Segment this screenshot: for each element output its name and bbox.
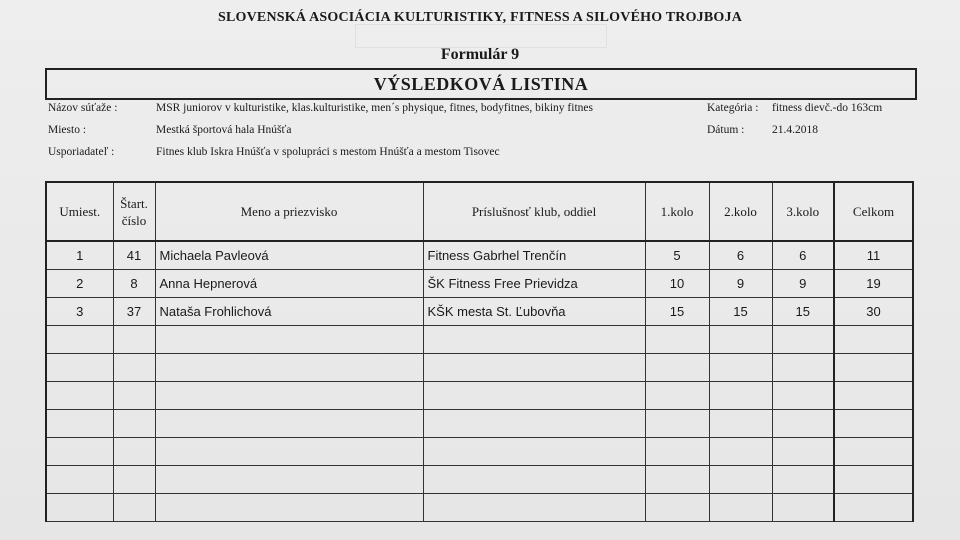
table-row-empty xyxy=(46,410,913,438)
cell-place xyxy=(46,410,113,438)
cell-round-3 xyxy=(772,326,834,354)
cell-place xyxy=(46,438,113,466)
cell-round-2 xyxy=(709,438,772,466)
table-row xyxy=(46,241,913,270)
cell-round-3 xyxy=(772,438,834,466)
competition-label: Názov súťaže : xyxy=(48,102,118,114)
cell-round-3 xyxy=(772,466,834,494)
cell-round-2 xyxy=(709,410,772,438)
cell-start-number xyxy=(113,382,155,410)
cell-round-3 xyxy=(772,410,834,438)
cell-club: ŠK Fitness Free Prievidza xyxy=(423,270,645,298)
cell-round-2: 6 xyxy=(709,241,772,270)
cell-round-3 xyxy=(772,494,834,522)
cell-round-2 xyxy=(709,494,772,522)
cell-round-3 xyxy=(772,354,834,382)
cell-club: KŠK mesta St. Ľubovňa xyxy=(423,298,645,326)
cell-round-1: 5 xyxy=(645,241,709,270)
cell-start-number xyxy=(113,354,155,382)
results-table xyxy=(45,181,914,522)
cell-total xyxy=(834,410,913,438)
cell-name xyxy=(155,326,423,354)
cell-name xyxy=(155,382,423,410)
cell-total xyxy=(834,438,913,466)
cell-total: 11 xyxy=(834,241,913,270)
cell-name: Anna Hepnerová xyxy=(155,270,423,298)
cell-round-2 xyxy=(709,466,772,494)
cell-place xyxy=(46,494,113,522)
cell-round-1 xyxy=(645,438,709,466)
cell-club xyxy=(423,466,645,494)
cell-round-3 xyxy=(772,382,834,410)
cell-total: 19 xyxy=(834,270,913,298)
cell-start-number xyxy=(113,410,155,438)
cell-name xyxy=(155,438,423,466)
cell-round-3: 6 xyxy=(772,241,834,270)
table-row-empty xyxy=(46,354,913,382)
place-label: Miesto : xyxy=(48,124,87,136)
cell-round-1 xyxy=(645,326,709,354)
cell-total xyxy=(834,466,913,494)
cell-round-2: 15 xyxy=(709,298,772,326)
place-value: Mestká športová hala Hnúšťa xyxy=(156,124,292,136)
cell-club xyxy=(423,438,645,466)
cell-round-1 xyxy=(645,354,709,382)
col-header-name: Meno a priezvisko xyxy=(155,182,423,241)
cell-start-number: 41 xyxy=(113,241,155,270)
bleed-through xyxy=(355,24,607,48)
cell-total xyxy=(834,382,913,410)
col-header-start-number: Štart. číslo xyxy=(113,182,155,241)
cell-round-1: 10 xyxy=(645,270,709,298)
organizer-value: Fitnes klub Iskra Hnúšťa v spolupráci s mestom Hnúšťa a mestom Tisovec xyxy=(156,146,500,158)
cell-round-1 xyxy=(645,466,709,494)
cell-name xyxy=(155,410,423,438)
col-header-round-2: 2.kolo xyxy=(709,182,772,241)
table-row-empty xyxy=(46,382,913,410)
cell-start-number: 37 xyxy=(113,298,155,326)
table-row-empty xyxy=(46,438,913,466)
cell-club xyxy=(423,494,645,522)
col-header-round-1: 1.kolo xyxy=(645,182,709,241)
cell-name: Nataša Frohlichová xyxy=(155,298,423,326)
cell-start-number: 8 xyxy=(113,270,155,298)
table-row-empty xyxy=(46,466,913,494)
form-number: Formulár 9 xyxy=(440,46,520,63)
cell-total: 30 xyxy=(834,298,913,326)
cell-start-number xyxy=(113,326,155,354)
organization-name: SLOVENSKÁ ASOCIÁCIA KULTURISTIKY, FITNESS A SILOVÉHO TROJBOJA xyxy=(217,10,743,25)
table-row-empty xyxy=(46,326,913,354)
cell-club: Fitness Gabrhel Trenčín xyxy=(423,241,645,270)
cell-name xyxy=(155,354,423,382)
cell-club xyxy=(423,326,645,354)
table-header-row xyxy=(46,182,913,241)
col-header-total: Celkom xyxy=(834,182,913,241)
organizer-label: Usporiadateľ : xyxy=(48,146,115,158)
cell-total xyxy=(834,494,913,522)
cell-name xyxy=(155,466,423,494)
table-row-empty xyxy=(46,494,913,522)
cell-total xyxy=(834,326,913,354)
cell-place: 3 xyxy=(46,298,113,326)
cell-round-2 xyxy=(709,326,772,354)
cell-round-1 xyxy=(645,494,709,522)
cell-round-3: 15 xyxy=(772,298,834,326)
cell-place xyxy=(46,326,113,354)
date-value: 21.4.2018 xyxy=(772,124,818,136)
cell-club xyxy=(423,410,645,438)
cell-round-1: 15 xyxy=(645,298,709,326)
date-label: Dátum : xyxy=(707,124,745,136)
cell-round-2 xyxy=(709,354,772,382)
col-header-club: Príslušnosť klub, oddiel xyxy=(423,182,645,241)
cell-place xyxy=(46,382,113,410)
category-label: Kategória : xyxy=(707,102,759,114)
cell-round-3: 9 xyxy=(772,270,834,298)
cell-total xyxy=(834,354,913,382)
cell-place: 2 xyxy=(46,270,113,298)
cell-start-number xyxy=(113,494,155,522)
col-header-place: Umiest. xyxy=(46,182,113,241)
cell-start-number xyxy=(113,438,155,466)
col-header-round-3: 3.kolo xyxy=(772,182,834,241)
cell-name: Michaela Pavleová xyxy=(155,241,423,270)
cell-round-2: 9 xyxy=(709,270,772,298)
cell-place: 1 xyxy=(46,241,113,270)
cell-place xyxy=(46,354,113,382)
competition-value: MSR juniorov v kulturistike, klas.kulturistike, men´s physique, fitnes, bodyfitnes, bikiny fitnes xyxy=(156,102,593,114)
table-row xyxy=(46,298,913,326)
cell-round-2 xyxy=(709,382,772,410)
cell-start-number xyxy=(113,466,155,494)
table-row xyxy=(46,270,913,298)
category-value: fitness dievč.-do 163cm xyxy=(772,102,883,114)
cell-club xyxy=(423,382,645,410)
cell-round-1 xyxy=(645,410,709,438)
document-title: VÝSLEDKOVÁ LISTINA xyxy=(45,68,917,100)
cell-round-1 xyxy=(645,382,709,410)
cell-place xyxy=(46,466,113,494)
cell-club xyxy=(423,354,645,382)
cell-name xyxy=(155,494,423,522)
